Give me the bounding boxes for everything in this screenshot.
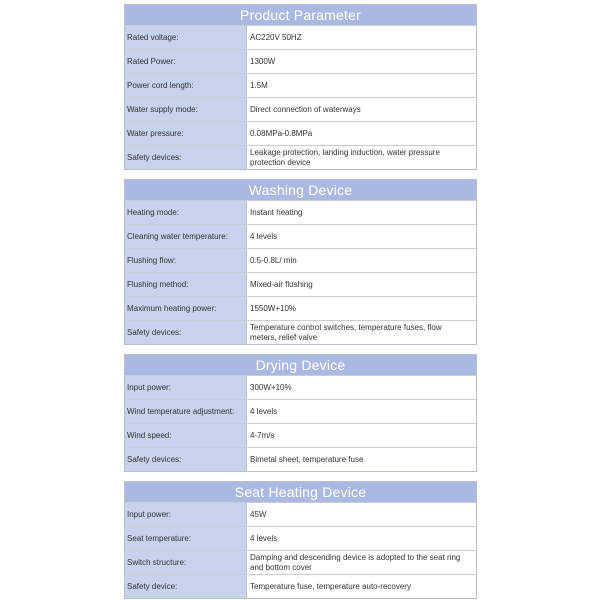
table-row [125,375,476,399]
row-label: Input power: [125,503,247,526]
row-label: Safety devices: [125,146,247,169]
table-row [125,526,476,550]
table-row [125,399,476,423]
row-label: Wind temperature adjustment: [125,400,247,423]
section-title: Seat Heating Device [125,482,476,502]
row-value: 300W+10% [247,376,476,399]
row-label: Switch structure: [125,551,247,574]
table-row [125,550,476,574]
row-value: Bimetal sheet, temperature fuse [247,448,476,471]
table-row [125,574,476,598]
row-label: Water supply mode: [125,98,247,121]
table-row [125,502,476,526]
table-row [125,248,476,272]
row-label: Rated voltage: [125,26,247,49]
row-label: Rated Power: [125,50,247,73]
drying-device-table [124,354,477,472]
row-label: Wind speed: [125,424,247,447]
row-label: Flushing flow: [125,249,247,272]
seat-heating-device-table [124,481,477,599]
row-label: Input power: [125,376,247,399]
row-value: 1300W [247,50,476,73]
row-label: Cleaning water temperature: [125,225,247,248]
row-value: Direct connection of waterways [247,98,476,121]
row-label: Maximum heating power: [125,297,247,320]
table-row [125,272,476,296]
row-value: 4 levels [247,225,476,248]
row-value: Temperature control switches, temperature fuses, flow meters, relief valve [247,321,476,344]
row-value: Damping and descending device is adopted to the seat ring and bottom cover [247,551,476,574]
row-value: 1550W+10% [247,297,476,320]
row-value: 45W [247,503,476,526]
table-row [125,97,476,121]
washing-device-table [124,179,477,345]
table-row [125,296,476,320]
section-title: Product Parameter [125,5,476,25]
table-row [125,121,476,145]
row-value: 1.5M [247,74,476,97]
table-row [125,145,476,169]
row-value: 4-7m/s [247,424,476,447]
table-row [125,447,476,471]
row-value: Leakage protection, landing induction, water pressure protection device [247,146,476,169]
row-label: Seat temperature: [125,527,247,550]
section-title: Drying Device [125,355,476,375]
table-row [125,49,476,73]
row-value: AC220V 50HZ [247,26,476,49]
row-label: Water pressure: [125,122,247,145]
table-row [125,224,476,248]
table-row [125,423,476,447]
row-label: Safety devices: [125,321,247,344]
row-label: Flushing method: [125,273,247,296]
row-value: 4 levels [247,527,476,550]
table-row [125,320,476,344]
row-value: 0.08MPa-0.8MPa [247,122,476,145]
row-label: Heating mode: [125,201,247,224]
section-title: Washing Device [125,180,476,200]
row-value: 0.5-0.8L/ min [247,249,476,272]
product-parameter-table [124,4,477,170]
table-row [125,73,476,97]
row-value: 4 levels [247,400,476,423]
row-value: Mixed-air flushing [247,273,476,296]
row-label: Safety devices: [125,448,247,471]
table-row [125,200,476,224]
row-value: Instant heating [247,201,476,224]
row-label: Power cord length: [125,74,247,97]
row-label: Safety device: [125,575,247,598]
table-row [125,25,476,49]
row-value: Temperature fuse, temperature auto-recovery [247,575,476,598]
